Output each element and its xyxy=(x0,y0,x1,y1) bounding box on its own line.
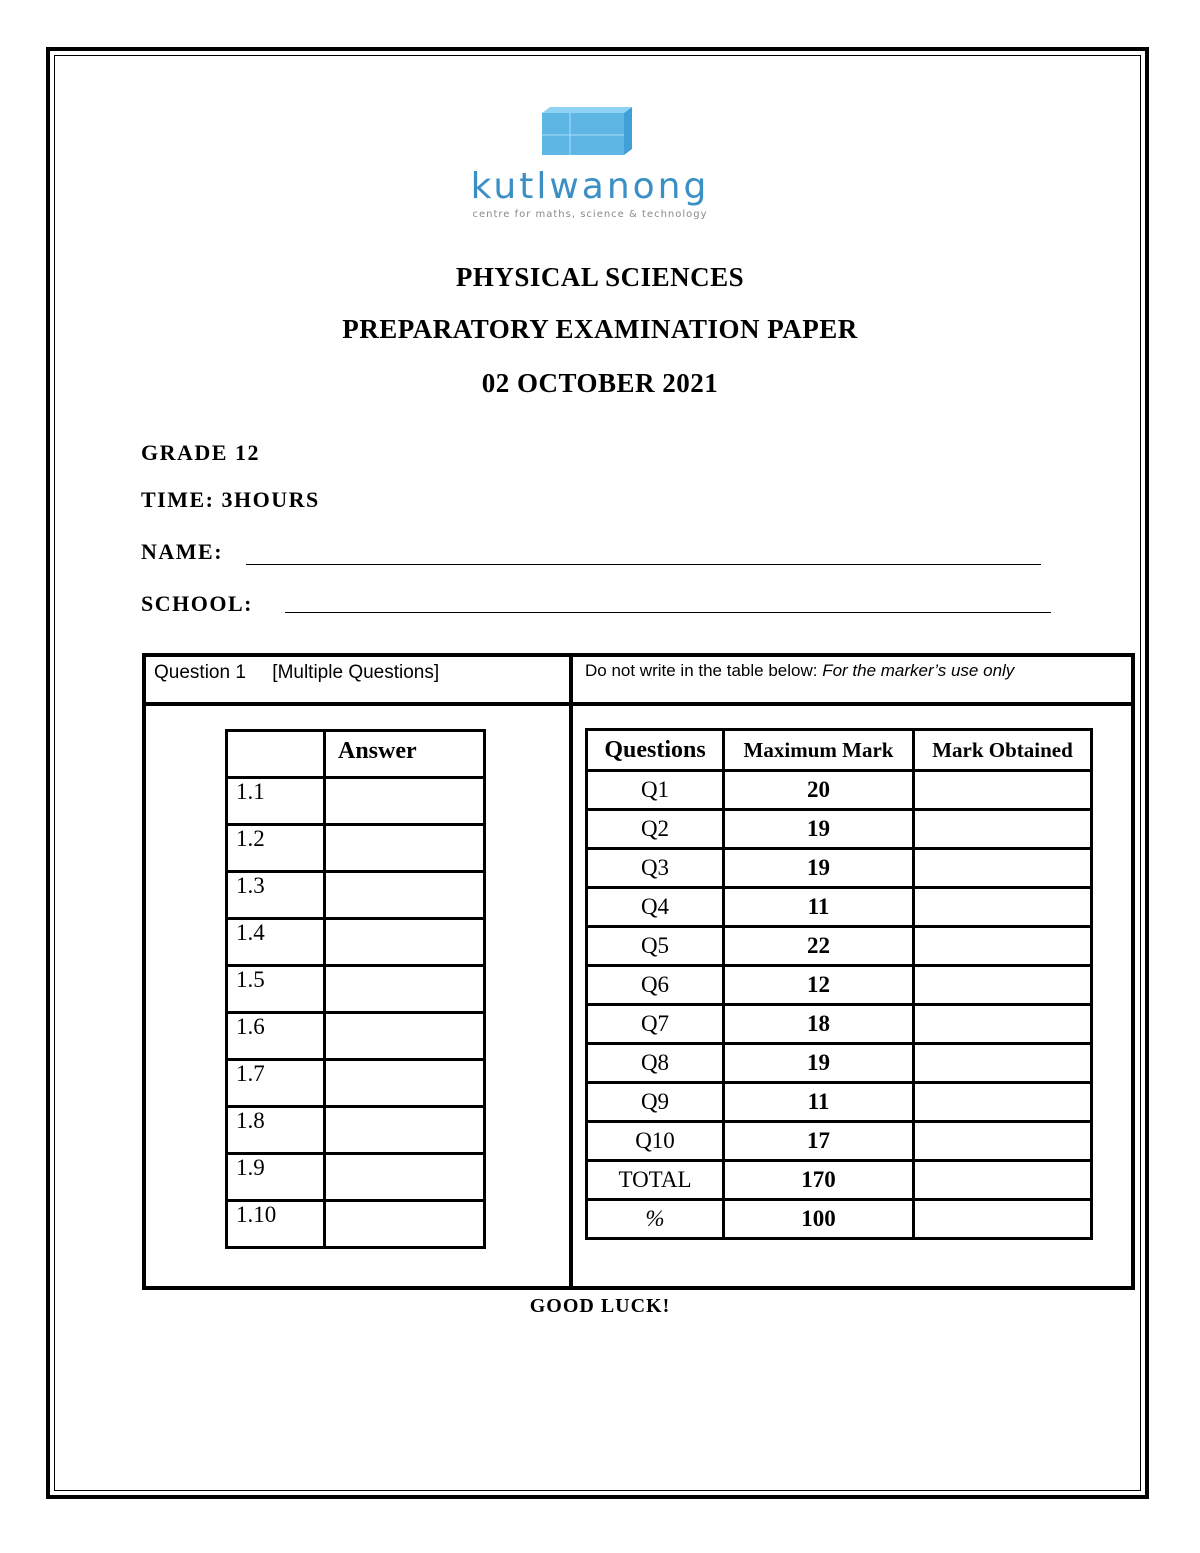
question-number: 1.8 xyxy=(227,1107,325,1154)
answer-header-row xyxy=(227,731,485,778)
answer-cell[interactable] xyxy=(325,1060,485,1107)
question-label: Q4 xyxy=(587,888,724,927)
mark-obtained-cell[interactable] xyxy=(914,810,1092,849)
question-number: 1.5 xyxy=(227,966,325,1013)
col-header-questions: Questions xyxy=(587,730,724,771)
question-label: Q9 xyxy=(587,1083,724,1122)
logo-tagline: centre for maths, science & technology xyxy=(472,209,708,220)
table-row xyxy=(587,927,1092,966)
question-number: 1.7 xyxy=(227,1060,325,1107)
percent-label: % xyxy=(587,1200,724,1239)
max-mark: 17 xyxy=(724,1122,914,1161)
marker-note-italic: For the marker’s use only xyxy=(822,661,1015,680)
marker-note-plain: Do not write in the table below: xyxy=(585,661,823,680)
mark-obtained-cell[interactable] xyxy=(914,1200,1092,1239)
table-row xyxy=(227,825,485,872)
mark-obtained-cell[interactable] xyxy=(914,966,1092,1005)
mark-obtained-cell[interactable] xyxy=(914,1044,1092,1083)
question-label: Q3 xyxy=(587,849,724,888)
header-divider xyxy=(142,702,1135,706)
marks-header-row xyxy=(587,730,1092,771)
answer-cell[interactable] xyxy=(325,1013,485,1060)
mark-obtained-cell[interactable] xyxy=(914,888,1092,927)
mark-obtained-cell[interactable] xyxy=(914,1122,1092,1161)
question-label: Q6 xyxy=(587,966,724,1005)
table-row xyxy=(587,888,1092,927)
grade-label: GRADE 12 xyxy=(141,440,260,465)
question-label: Q10 xyxy=(587,1122,724,1161)
table-row xyxy=(587,966,1092,1005)
col-header-obtained: Mark Obtained xyxy=(914,730,1092,771)
cube-logo-icon xyxy=(430,105,750,167)
answer-header-blank xyxy=(227,731,325,778)
max-mark: 19 xyxy=(724,810,914,849)
answer-cell[interactable] xyxy=(325,825,485,872)
name-label: NAME: xyxy=(141,539,224,564)
max-mark: 20 xyxy=(724,771,914,810)
mark-obtained-cell[interactable] xyxy=(914,1005,1092,1044)
table-row xyxy=(227,872,485,919)
time-label: TIME: 3HOURS xyxy=(141,487,320,512)
paper-title: PREPARATORY EXAMINATION PAPER xyxy=(342,314,858,344)
table-row xyxy=(227,1201,485,1248)
kutlwanong-logo xyxy=(430,105,750,225)
exam-date: 02 OCTOBER 2021 xyxy=(481,368,719,398)
question-label: Q1 xyxy=(587,771,724,810)
table-row xyxy=(227,1013,485,1060)
answer-table xyxy=(225,729,486,1249)
table-row xyxy=(227,1107,485,1154)
answer-header: Answer xyxy=(325,731,485,778)
answer-cell[interactable] xyxy=(325,966,485,1013)
school-label: SCHOOL: xyxy=(141,591,253,616)
mark-obtained-cell[interactable] xyxy=(914,927,1092,966)
logo-wordmark: kutlwanong xyxy=(470,166,710,207)
question1-heading: Question 1 [Multiple Questions] xyxy=(154,662,440,683)
answer-cell[interactable] xyxy=(325,1107,485,1154)
column-divider xyxy=(569,653,573,1290)
question-number: 1.1 xyxy=(227,778,325,825)
table-row xyxy=(227,919,485,966)
good-luck-footer: GOOD LUCK! xyxy=(529,1295,671,1317)
mark-obtained-cell[interactable] xyxy=(914,1083,1092,1122)
total-label: TOTAL xyxy=(587,1161,724,1200)
question-number: 1.9 xyxy=(227,1154,325,1201)
table-row xyxy=(587,1005,1092,1044)
question-number: 1.3 xyxy=(227,872,325,919)
school-field[interactable] xyxy=(285,612,1051,613)
col-header-max: Maximum Mark xyxy=(724,730,914,771)
subject-title: PHYSICAL SCIENCES xyxy=(455,262,745,292)
question-label: Q5 xyxy=(587,927,724,966)
mark-obtained-cell[interactable] xyxy=(914,1161,1092,1200)
max-mark: 100 xyxy=(724,1200,914,1239)
table-row xyxy=(587,1122,1092,1161)
marker-note xyxy=(585,661,1014,681)
max-mark: 170 xyxy=(724,1161,914,1200)
question-label: Q7 xyxy=(587,1005,724,1044)
table-row xyxy=(587,1161,1092,1200)
max-mark: 22 xyxy=(724,927,914,966)
question-number: 1.10 xyxy=(227,1201,325,1248)
max-mark: 19 xyxy=(724,1044,914,1083)
table-row xyxy=(227,1060,485,1107)
table-row xyxy=(227,1154,485,1201)
mark-obtained-cell[interactable] xyxy=(914,771,1092,810)
table-row xyxy=(227,778,485,825)
question-label: Q2 xyxy=(587,810,724,849)
marks-table xyxy=(585,728,1093,1240)
table-row xyxy=(587,771,1092,810)
table-row xyxy=(587,1200,1092,1239)
question-label: Q8 xyxy=(587,1044,724,1083)
table-row xyxy=(227,966,485,1013)
question-number: 1.4 xyxy=(227,919,325,966)
max-mark: 19 xyxy=(724,849,914,888)
question-number: 1.6 xyxy=(227,1013,325,1060)
table-row xyxy=(587,810,1092,849)
table-row xyxy=(587,849,1092,888)
name-field[interactable] xyxy=(246,564,1041,565)
answer-cell[interactable] xyxy=(325,1201,485,1248)
max-mark: 11 xyxy=(724,888,914,927)
answer-cell[interactable] xyxy=(325,919,485,966)
table-row xyxy=(587,1044,1092,1083)
answer-cell[interactable] xyxy=(325,778,485,825)
max-mark: 18 xyxy=(724,1005,914,1044)
answer-cell[interactable] xyxy=(325,1154,485,1201)
table-row xyxy=(587,1083,1092,1122)
answer-cell[interactable] xyxy=(325,872,485,919)
max-mark: 11 xyxy=(724,1083,914,1122)
mark-obtained-cell[interactable] xyxy=(914,849,1092,888)
max-mark: 12 xyxy=(724,966,914,1005)
question-number: 1.2 xyxy=(227,825,325,872)
